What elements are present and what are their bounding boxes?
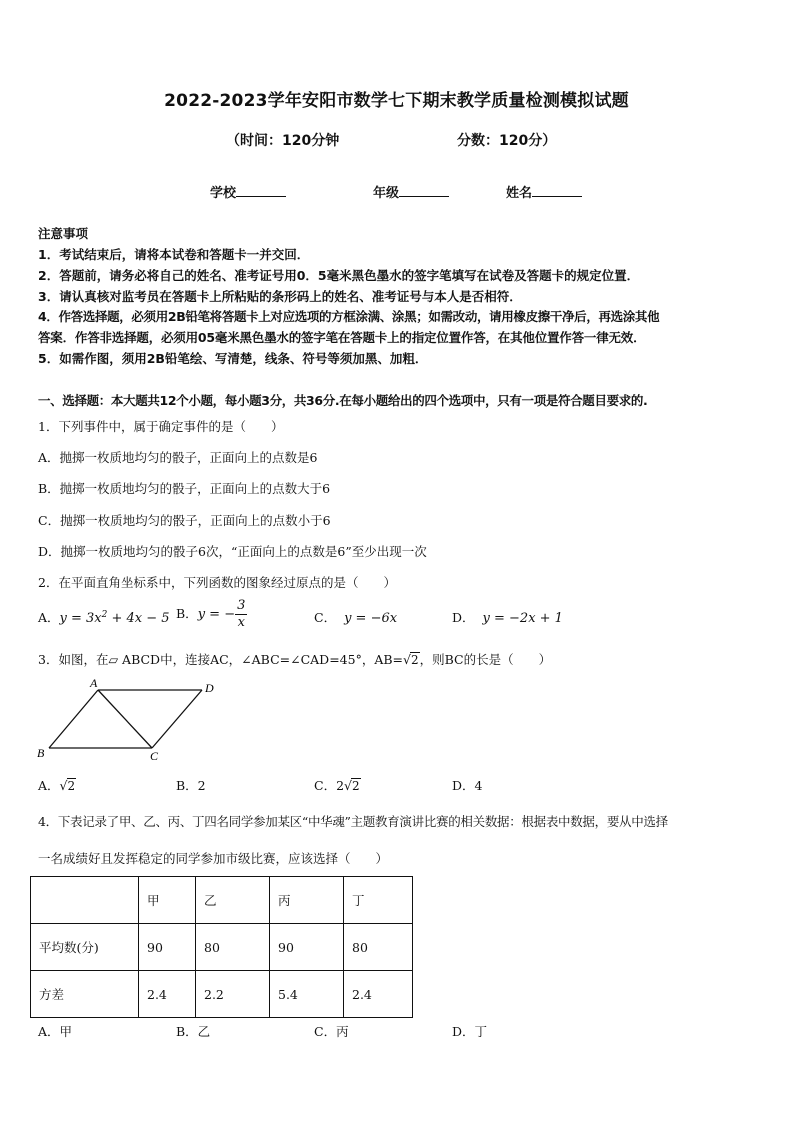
sqrt-symbol: √ [344, 778, 352, 793]
q4-data-table [30, 876, 413, 1018]
q2-a-expr-1: y = 3x [59, 611, 102, 626]
grade-field [373, 182, 449, 201]
q2-b-num: 3 [237, 598, 246, 613]
grade-label: 年级 [373, 186, 400, 201]
edge-ab [49, 690, 98, 748]
q3-stem-root: 2 [411, 653, 419, 667]
table-row-label: 平均数(分) [31, 924, 139, 971]
q2-c-label: C． [314, 610, 337, 625]
vertex-label-a: A [90, 676, 98, 690]
q3-option-d[interactable]: D．4 [452, 778, 483, 793]
q4-option-a[interactable]: A．甲 [38, 1024, 73, 1039]
q2-option-c[interactable] [314, 608, 397, 626]
q3-option-c[interactable] [314, 776, 361, 794]
q3-c-root: 2 [352, 779, 360, 793]
page-title: 2022-2023学年安阳市数学七下期末教学质量检测模拟试题 [164, 91, 629, 111]
table-header-cell: 乙 [196, 877, 270, 924]
q1-option-d[interactable]: D．抛掷一枚质地均匀的骰子6次，“正面向上的点数是6”至少出现一次 [38, 544, 427, 559]
q1-option-c[interactable]: C．抛掷一枚质地均匀的骰子，正面向上的点数小于6 [38, 513, 331, 528]
diagonal-ac [98, 690, 152, 748]
exam-time: （时间：120分钟 [226, 133, 340, 149]
q3-stem-part2: ，则BC的长是（ ） [419, 652, 552, 667]
q2-d-label: D． [452, 610, 475, 625]
sqrt-symbol: √ [59, 778, 68, 793]
notice-line: 4．作答选择题，必须用2B铅笔将答题卡上对应选项的方框涂满、涂黑；如需改动，请用橡皮擦干净后，再选涂其他 [38, 309, 660, 324]
q3-c-label: C．2 [314, 778, 345, 793]
q4-option-c[interactable]: C．丙 [314, 1024, 349, 1039]
table-cell: 80 [344, 924, 413, 971]
exam-score: 分数：120分） [457, 133, 557, 149]
q3-option-b[interactable]: B．2 [176, 778, 206, 793]
notice-line: 1．考试结束后，请将本试卷和答题卡一并交回． [38, 247, 310, 262]
section-heading: 一、选择题：本大题共12个小题，每小题3分，共36分.在每小题给出的四个选项中，只有一项是符合题目要求的. [38, 393, 648, 408]
table-cell: 5.4 [270, 971, 344, 1018]
table-header-cell: 丙 [270, 877, 344, 924]
table-header-row [31, 877, 413, 924]
vertex-label-d: D [205, 681, 214, 695]
q3-option-a[interactable] [38, 776, 76, 794]
table-row [31, 924, 413, 971]
vertex-label-c: C [150, 749, 159, 763]
notice-line: 2．答题前，请务必将自己的姓名、准考证号用0．5毫米黑色墨水的签字笔填写在试卷及答题卡的规定位置． [38, 268, 640, 283]
grade-blank[interactable] [399, 184, 449, 197]
parallelogram-figure [30, 676, 230, 766]
edge-dc [152, 690, 202, 748]
name-label: 姓名 [506, 186, 533, 201]
q2-option-b[interactable] [176, 598, 247, 631]
notice-heading: 注意事项 [38, 226, 89, 241]
school-label: 学校 [210, 186, 237, 201]
table-cell: 90 [270, 924, 344, 971]
table-cell: 2.4 [344, 971, 413, 1018]
notice-line: 答案．作答非选择题，必须用05毫米黑色墨水的签字笔在答题卡上的指定位置作答，在其他位置作答一律无效． [38, 330, 646, 345]
q1-option-b[interactable]: B．抛掷一枚质地均匀的骰子，正面向上的点数大于6 [38, 481, 331, 496]
school-blank[interactable] [236, 184, 286, 197]
q2-d-expr: y = −2x + 1 [482, 611, 563, 626]
q1-option-a[interactable]: A．抛掷一枚质地均匀的骰子，正面向上的点数是6 [38, 450, 318, 465]
q2-b-label: B． [176, 606, 198, 621]
notice-line: 5．如需作图，须用2B铅笔绘、写清楚，线条、符号等须加黑、加粗． [38, 351, 428, 366]
table-cell: 90 [139, 924, 196, 971]
table-cell: 2.4 [139, 971, 196, 1018]
table-header-cell: 丁 [344, 877, 413, 924]
q3-stem-part1: 3．如图，在▱ ABCD中，连接AC，∠ABC=∠CAD=45°，AB= [38, 652, 404, 667]
q2-a-exp: 2 [101, 609, 108, 620]
table-cell: 80 [196, 924, 270, 971]
q2-a-expr-2: + 4x − 5 [107, 611, 170, 626]
table-cell [31, 877, 139, 924]
q4-option-d[interactable]: D．丁 [452, 1024, 488, 1039]
q2-c-expr: y = −6x [344, 611, 398, 626]
q2-option-a[interactable] [38, 608, 170, 626]
vertex-label-b: B [37, 746, 45, 760]
q3-stem [38, 650, 551, 668]
q3-a-root: 2 [67, 779, 76, 793]
q2-option-d[interactable] [452, 608, 563, 626]
q4-stem-line2: 一名成绩好且发挥稳定的同学参加市级比赛，应该选择（ ） [38, 851, 389, 866]
table-header-cell: 甲 [139, 877, 196, 924]
q2-b-den: x [237, 615, 245, 630]
table-row-label: 方差 [31, 971, 139, 1018]
notice-line: 3．请认真核对监考员在答题卡上所粘贴的条形码上的姓名、准考证号与本人是否相符． [38, 289, 522, 304]
table-row [31, 971, 413, 1018]
q2-b-fraction [235, 598, 247, 631]
school-field [210, 182, 286, 201]
name-blank[interactable] [532, 184, 582, 197]
q4-stem-line1: 4．下表记录了甲、乙、丙、丁四名同学参加某区“中华魂”主题教育演讲比赛的相关数据：根据表中数据，要从中选择 [38, 814, 668, 829]
q4-option-b[interactable]: B．乙 [176, 1024, 211, 1039]
q2-b-lhs: y = − [197, 607, 236, 622]
q2-stem: 2．在平面直角坐标系中，下列函数的图象经过原点的是（ ） [38, 575, 396, 590]
name-field [506, 182, 582, 201]
table-cell: 2.2 [196, 971, 270, 1018]
sqrt-symbol: √ [403, 652, 411, 667]
q3-a-label: A． [38, 778, 60, 793]
q1-stem: 1．下列事件中，属于确定事件的是（ ） [38, 419, 284, 434]
q2-a-label: A． [38, 610, 60, 625]
